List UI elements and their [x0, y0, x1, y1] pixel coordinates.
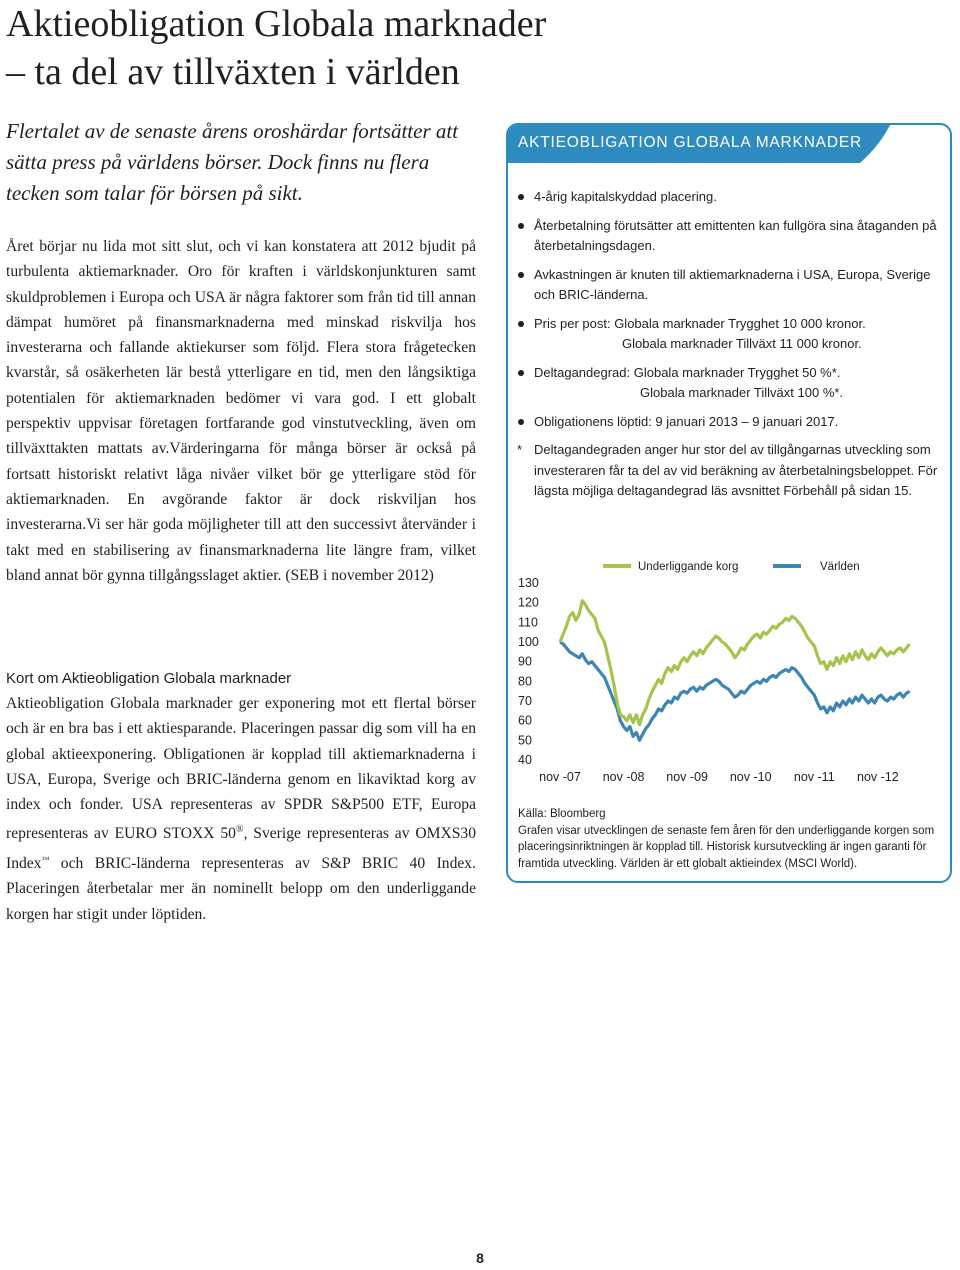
list-item — [518, 187, 938, 208]
y-tick-label: 100 — [518, 635, 539, 649]
list-item — [518, 265, 938, 306]
performance-chart — [508, 553, 948, 798]
fact-participation-1: Deltagandegrad: Globala marknader Trygghet 50 %*. — [534, 364, 841, 380]
page-title — [6, 0, 686, 96]
x-tick-label: nov -08 — [602, 770, 645, 784]
chart-caption: Grafen visar utvecklingen de senaste fem åren för den underliggande korgen som placeringsinriktningen är kopplad till. Historisk kursutveckling är ingen garanti för framtida utveckling. Världen är ett globalt aktieindex (MSCI World). — [518, 824, 935, 870]
legend-label: Underliggande korg — [638, 561, 739, 573]
y-tick-label: 110 — [518, 615, 538, 630]
asterisk: * — [517, 442, 523, 457]
x-tick-label: nov -09 — [666, 770, 708, 784]
x-tick-label: nov -10 — [729, 770, 772, 784]
x-tick-label: nov -07 — [539, 770, 581, 784]
chart-source — [518, 806, 944, 872]
y-tick-label: 70 — [518, 694, 532, 708]
series-line — [560, 601, 910, 725]
kort-om-heading: Kort om Aktieobligation Globala marknader — [6, 670, 292, 687]
body2-part-a: Aktieobligation Globala marknader ger exponering mot ett flertal börser och är en bra bas i ett aktiesparande. Placeringen passar dig som vill ha en global aktieexponering. Obligationen är kopplad till aktiemarknaderna i USA, Europa, Sverige och BRIC-länderna genom en likaviktad korg av index och fonder. USA representeras av SPDR S&P500 ETF, Europa representeras av EURO STOXX 50 — [6, 695, 476, 843]
body-text-1: Året börjar nu lida mot sitt slut, och vi kan konstatera att 2012 bjudit på turbulenta aktiemarknader. Oro för kraften i världskonjunkturen samt skuldproblemen i Europa och USA är några faktorer som från tid till annan dämpat humöret på finansmarknaderna med minskad riskvilja hos investerarna och fallande aktiekurser som följd. Flera stora frågetecken kvarstår, så osäkerheten lär bestå ytterligare en tid, men den långsiktiga potentialen för aktiemarknaden bedömer vi vara god. I ett globalt perspektiv uppvisar företagen fortfarande god vinstutveckling, även om tillväxttakten mattats av.Värderingarna för många börser är också på fortsatt historiskt relativt låga nivåer vilket bör ge ytterligare stöd för aktiemarknaden. En avgörande faktor är dock riskviljan hos investerarna.Vi ser här goda möjligheter till att den successivt återvänder i takt med en stabilisering av finansmarknaderna lite längre fram, vilket bland annat bör gynna tillgångsslaget aktier. (SEB i november 2012) — [6, 238, 476, 584]
bullet-icon — [518, 370, 524, 376]
body2-part-b: , Sverige representeras av OMXS30 Index — [6, 825, 476, 873]
fact-box — [506, 123, 952, 883]
y-tick-label: 40 — [518, 753, 532, 767]
registered-mark: ® — [235, 824, 244, 836]
y-tick-label: 80 — [518, 674, 532, 689]
list-item — [518, 363, 938, 404]
list-item — [518, 216, 938, 257]
body2-part-c: och BRIC-länderna representeras av S&P BRIC 40 Index. Placeringen återbetalar mer än nominellt belopp om den underliggande korgen har stigit under löptiden. — [6, 855, 476, 923]
x-tick-label: nov -11 — [793, 770, 835, 784]
legend-label: Världen — [820, 561, 860, 573]
y-tick-label: 90 — [518, 654, 532, 669]
fact-price-1: Pris per post: Globala marknader Trygghet 10 000 kronor. — [534, 315, 866, 331]
list-item — [518, 314, 938, 355]
bullet-icon — [518, 419, 524, 425]
x-tick-label: nov -12 — [857, 770, 899, 784]
list-item — [518, 440, 938, 502]
title-line-2: – ta del av tillväxten i världen — [6, 51, 460, 93]
list-item — [518, 412, 938, 433]
fact-return: Avkastningen är knuten till aktiemarknaderna i USA, Europa, Sverige och BRIC-länderna. — [534, 266, 931, 302]
title-line-1: Aktieobligation Globala marknader — [6, 3, 547, 45]
fact-term: Obligationens löptid: 9 januari 2013 – 9 januari 2017. — [534, 413, 839, 429]
y-tick-label: 120 — [518, 595, 539, 610]
bullet-icon — [518, 194, 524, 200]
fact-list — [518, 187, 938, 510]
bullet-icon — [518, 272, 524, 278]
y-tick-label: 50 — [518, 733, 532, 748]
y-tick-label: 130 — [518, 576, 539, 590]
body-text-2 — [6, 691, 476, 927]
fact-price-2: Globala marknader Tillväxt 11 000 kronor. — [622, 336, 862, 351]
fact-footnote: Deltagandegraden anger hur stor del av tillgångarnas utveckling som investeraren får ta del av vid beräkning av återbetalningsbeloppet. För lägsta möjliga deltagandegrad läs avsnittet Förbehåll på sidan 15. — [534, 442, 938, 498]
intro-text: Flertalet av de senaste årens oroshärdar fortsätter att sätta press på världens börser. Dock finns nu flera tecken som talar för börsen på sikt. — [6, 119, 459, 205]
bullet-icon — [518, 321, 524, 327]
bullet-icon — [518, 223, 524, 229]
y-tick-label: 60 — [518, 713, 532, 728]
fact-participation-2: Globala marknader Tillväxt 100 %*. — [640, 385, 844, 400]
box-title: AKTIEOBLIGATION GLOBALA MARKNADER — [518, 134, 862, 151]
trademark-mark: ™ — [41, 854, 50, 864]
fact-duration: 4-årig kapitalskyddad placering. — [534, 189, 717, 204]
fact-repayment: Återbetalning förutsätter att emittenten kan fullgöra sina åtaganden på återbetalningsdagen. — [534, 217, 937, 253]
page-number: 8 — [476, 1250, 484, 1266]
source-label: Källa: Bloomberg — [518, 808, 606, 820]
